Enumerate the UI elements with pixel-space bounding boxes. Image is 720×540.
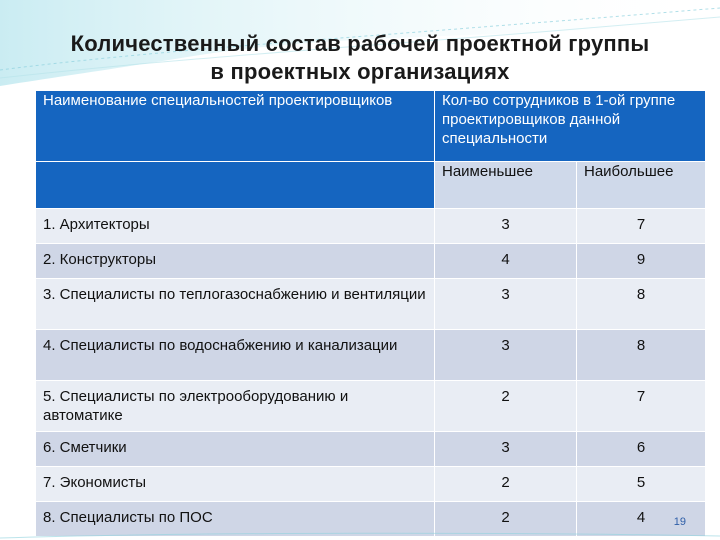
row-name: 2. Конструкторы: [36, 244, 435, 279]
row-name: 5. Специалисты по электрооборудованию и автоматике: [36, 381, 435, 432]
row-max: 8: [577, 330, 706, 381]
row-name: 1. Архитекторы: [36, 209, 435, 244]
table-subheader-row: [36, 162, 706, 209]
page-number: 19: [673, 516, 686, 528]
header-specialty: Наименование специальностей проектировщиков: [36, 91, 435, 162]
row-max: 6: [577, 432, 706, 467]
row-name: 7. Экономисты: [36, 467, 435, 502]
header-specialty-continued: [36, 162, 435, 209]
row-name: 6. Сметчики: [36, 432, 435, 467]
header-min: Наименьшее: [435, 162, 577, 209]
header-count: Кол-во сотрудников в 1-ой группе проектировщиков данной специальности: [435, 91, 706, 162]
table-row: [36, 209, 706, 244]
row-name: 8. Специалисты по ПОС: [36, 502, 435, 537]
table-row: [36, 432, 706, 467]
row-max: 5: [577, 467, 706, 502]
row-min: 2: [435, 381, 577, 432]
row-name: 4. Специалисты по водоснабжению и канализации: [36, 330, 435, 381]
staff-table: [35, 90, 706, 537]
row-min: 3: [435, 432, 577, 467]
table-row: [36, 244, 706, 279]
row-max: 9: [577, 244, 706, 279]
row-min: 3: [435, 279, 577, 330]
table-header-row: [36, 91, 706, 162]
row-max: 4: [577, 502, 706, 537]
table-row: [36, 279, 706, 330]
row-min: 3: [435, 209, 577, 244]
page-title-line1: Количественный состав рабочей проектной группы: [70, 31, 650, 56]
page-title-line2: в проектных организациях: [210, 59, 510, 84]
row-max: 8: [577, 279, 706, 330]
row-min: 3: [435, 330, 577, 381]
row-min: 4: [435, 244, 577, 279]
row-min: 2: [435, 502, 577, 537]
table-row: [36, 381, 706, 432]
decorative-bottom-line: [0, 530, 720, 540]
header-max: Наибольшее: [577, 162, 706, 209]
row-name: 3. Специалисты по теплогазоснабжению и вентиляции: [36, 279, 435, 330]
page-title: [20, 30, 700, 86]
row-min: 2: [435, 467, 577, 502]
table-row: [36, 467, 706, 502]
row-max: 7: [577, 209, 706, 244]
row-max: 7: [577, 381, 706, 432]
table-row: [36, 330, 706, 381]
